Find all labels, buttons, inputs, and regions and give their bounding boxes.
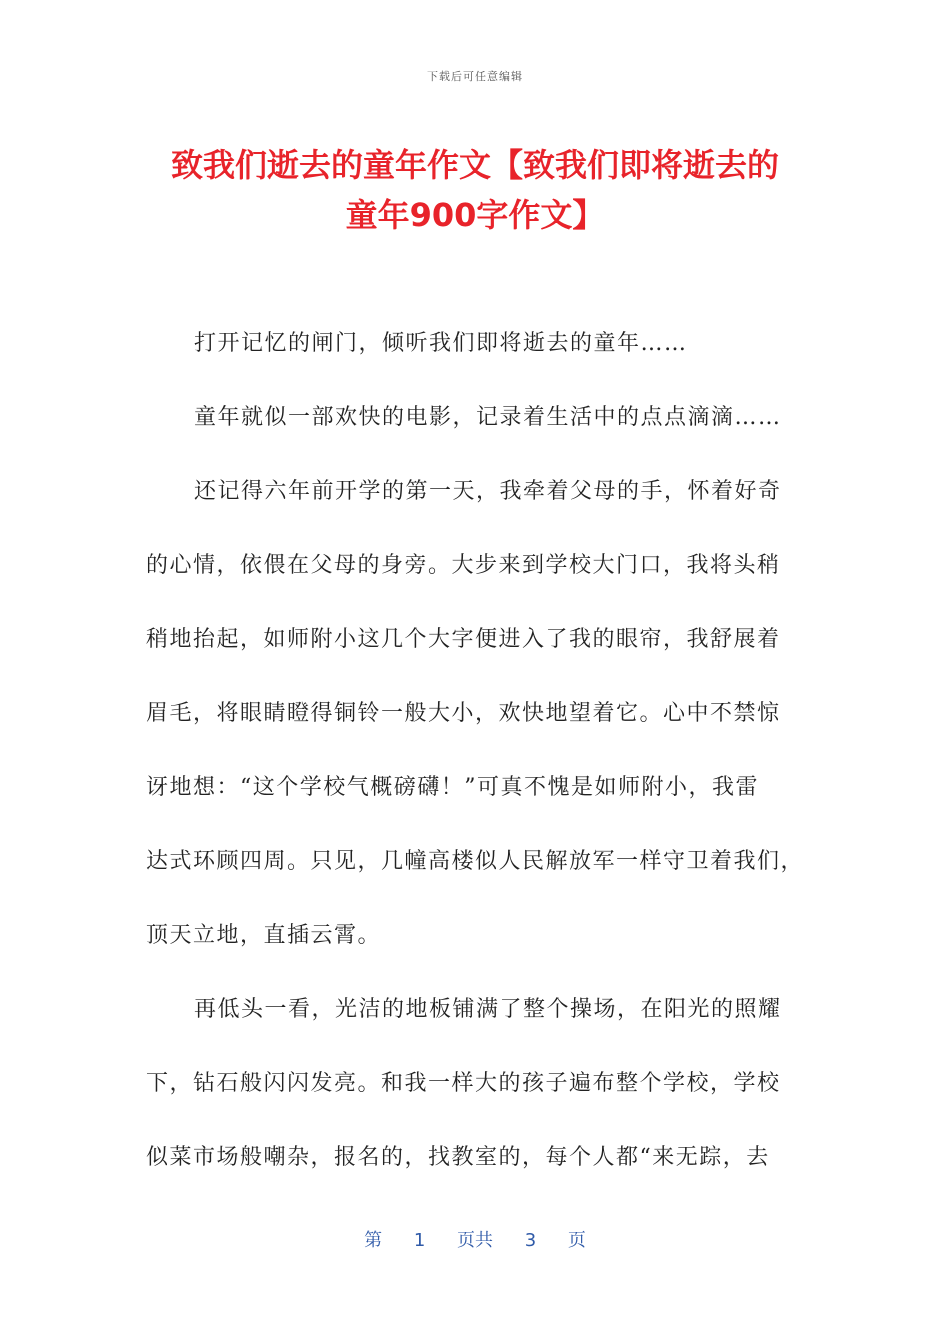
paragraph-line: 稍地抬起，如师附小这几个大字便进入了我的眼帘，我舒展着	[146, 627, 781, 652]
paragraph-line: 童年就似一部欢快的电影，记录着生活中的点点滴滴……	[194, 405, 782, 430]
paragraph-line: 还记得六年前开学的第一天，我牵着父母的手，怀着好奇	[194, 479, 782, 504]
paragraph-line: 眉毛，将眼睛瞪得铜铃一般大小，欢快地望着它。心中不禁惊	[146, 701, 781, 726]
paragraph	[146, 320, 806, 394]
title-line-2: 童年900字作文】	[345, 196, 605, 234]
paragraph-line: 似菜市场般嘲杂，报名的，找教室的，每个人都“来无踪，去	[146, 1145, 770, 1170]
paragraph-line: 顶天立地，直插云霄。	[146, 923, 382, 948]
page-total: 3	[524, 1230, 537, 1251]
paragraph-line: 的心情，依偎在父母的身旁。大步来到学校大门口，我将头稍	[146, 553, 781, 578]
document-title	[150, 140, 800, 240]
page-label-post: 页	[567, 1230, 586, 1251]
paragraph-line: 打开记忆的闸门，倾听我们即将逝去的童年……	[194, 331, 688, 356]
paragraph-line: 达式环顾四周。只见，几幢高楼似人民解放军一样守卫着我们，	[146, 849, 805, 874]
paragraph	[146, 468, 806, 986]
paragraph	[146, 394, 806, 468]
page-current: 1	[413, 1230, 426, 1251]
document-body	[146, 320, 806, 1208]
paragraph-line: 再低头一看，光洁的地板铺满了整个操场，在阳光的照耀	[194, 997, 782, 1022]
page-footer	[0, 1226, 950, 1252]
header-note: 下载后可任意编辑	[427, 70, 523, 83]
page-label-mid: 页共	[457, 1230, 493, 1251]
title-line-1: 致我们逝去的童年作文【致我们即将逝去的	[170, 146, 779, 184]
paragraph-line: 讶地想：“这个学校气概磅礴！”可真不愧是如师附小，我雷	[146, 775, 759, 800]
paragraph-line: 下，钻石般闪闪发亮。和我一样大的孩子遍布整个学校，学校	[146, 1071, 781, 1096]
paragraph	[146, 986, 806, 1208]
page-label-pre: 第	[364, 1230, 383, 1251]
